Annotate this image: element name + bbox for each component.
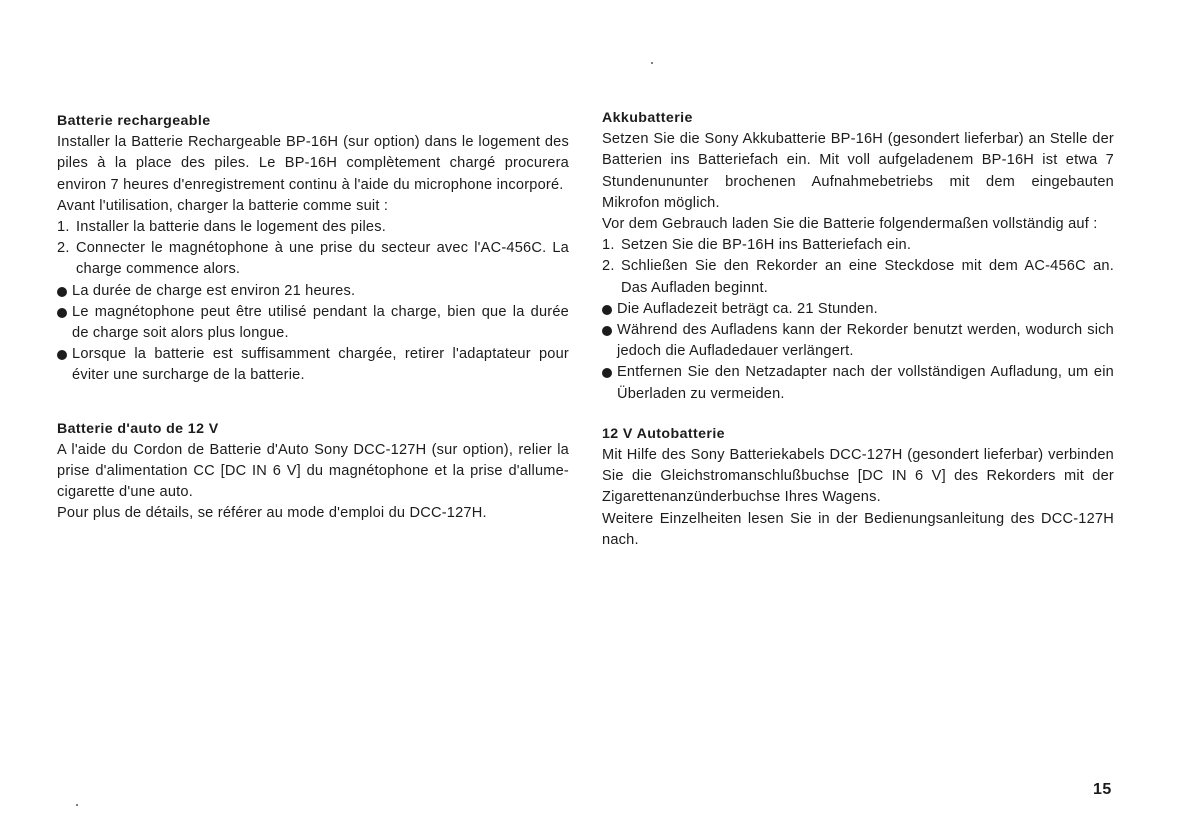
- bullet-item: [602, 362, 1114, 404]
- section-heading: Batterie d'auto de 12 V: [57, 420, 219, 437]
- paragraph: Avant l'utilisation, charger la batterie comme suit :: [57, 197, 389, 214]
- bullet-text: Entfernen Sie den Netzadapter nach der vollständigen Aufladung, um ein Überladen zu vermeiden.: [617, 364, 1114, 402]
- step-text: Installer la batterie dans le logement des piles.: [76, 219, 386, 236]
- bullet-dot-icon: [602, 368, 612, 378]
- paragraph: Installer la Batterie Rechargeable BP-16H (sur option) dans le logement des piles à la place des piles. Le BP-16H complètement chargé procurera environ 7 heures d'enregistrement continu à l'aide du microphone incorporé.: [57, 134, 569, 193]
- bullet-dot-icon: [602, 305, 612, 315]
- numbered-step: [57, 238, 569, 280]
- numbered-step: [602, 235, 1114, 256]
- bullet-dot-icon: [57, 287, 67, 297]
- rechargeable-battery-section-fr: [57, 111, 569, 387]
- bullet-text: Le magnétophone peut être utilisé pendant la charge, bien que la durée de charge soit alors plus longue.: [72, 303, 569, 342]
- step-text: Connecter le magnétophone à une prise du secteur avec l'AC-456C. La charge commence alors.: [76, 240, 569, 278]
- bullet-item: [602, 299, 1114, 320]
- step-text: Schließen Sie den Rekorder an eine Steckdose mit dem AC-456C an. Das Aufladen beginnt.: [621, 258, 1114, 296]
- section-heading: 12 V Autobatterie: [602, 425, 725, 442]
- bullet-item: [57, 302, 569, 344]
- step-number: 2.: [602, 258, 615, 275]
- bullet-item: [57, 281, 569, 302]
- paragraph: Pour plus de détails, se référer au mode d'emploi du DCC-127H.: [57, 505, 487, 522]
- rechargeable-battery-section-de: [602, 108, 1114, 405]
- page-number: 15: [1093, 781, 1112, 798]
- german-column: [602, 108, 1114, 551]
- bullet-text: Lorsque la batterie est suffisamment chargée, retirer l'adaptateur pour éviter une surcharge de la batterie.: [72, 346, 569, 384]
- car-battery-section-de: [602, 424, 1114, 551]
- section-heading: Akkubatterie: [602, 110, 693, 126]
- bullet-dot-icon: [602, 326, 612, 336]
- step-number: 1.: [57, 219, 70, 236]
- bullet-text: Die Aufladezeit beträgt ca. 21 Stunden.: [617, 300, 878, 317]
- numbered-step: [602, 256, 1114, 298]
- step-text: Setzen Sie die BP-16H ins Batteriefach ein.: [621, 237, 912, 254]
- scan-speck: [76, 804, 78, 806]
- bullet-dot-icon: [57, 308, 67, 318]
- paragraph: Setzen Sie die Sony Akkubatterie BP-16H (gesondert lieferbar) an Stelle der Batterien ins Batteriefach ein. Mit voll aufgeladenem BP-16H ist etwa 7 Stundenununter brochenen Aufnahmebetriebs mit dem eingebauten Mikrofon möglich.: [602, 131, 1114, 211]
- bullet-item: [602, 320, 1114, 362]
- french-column: [57, 111, 569, 525]
- paragraph: A l'aide du Cordon de Batterie d'Auto Sony DCC-127H (sur option), relier la prise d'alimentation CC [DC IN 6 V] du magnétophone et la prise d'allume-cigarette d'une auto.: [57, 441, 569, 501]
- car-battery-section-fr: [57, 419, 569, 525]
- bullet-dot-icon: [57, 350, 67, 360]
- paragraph: Mit Hilfe des Sony Batteriekabels DCC-127H (gesondert lieferbar) verbinden Sie die Gleichstromanschlußbuchse [DC IN 6 V] des Rekorders mit der Zigarettenanzünderbuchse Ihres Wagens.: [602, 447, 1114, 506]
- step-number: 2.: [57, 240, 70, 257]
- bullet-text: La durée de charge est environ 21 heures.: [72, 282, 356, 299]
- step-number: 1.: [602, 237, 615, 254]
- bullet-item: [57, 344, 569, 386]
- scan-speck: [651, 62, 653, 64]
- section-heading: Batterie rechargeable: [57, 113, 211, 129]
- paragraph: Weitere Einzelheiten lesen Sie in der Bedienungsanleitung des DCC-127H nach.: [602, 510, 1114, 548]
- paragraph: Vor dem Gebrauch laden Sie die Batterie folgendermaßen vollständig auf :: [602, 216, 1098, 233]
- numbered-step: [57, 217, 569, 238]
- bullet-text: Während des Aufladens kann der Rekorder benutzt werden, wodurch sich jedoch die Aufladedauer verlängert.: [617, 322, 1114, 360]
